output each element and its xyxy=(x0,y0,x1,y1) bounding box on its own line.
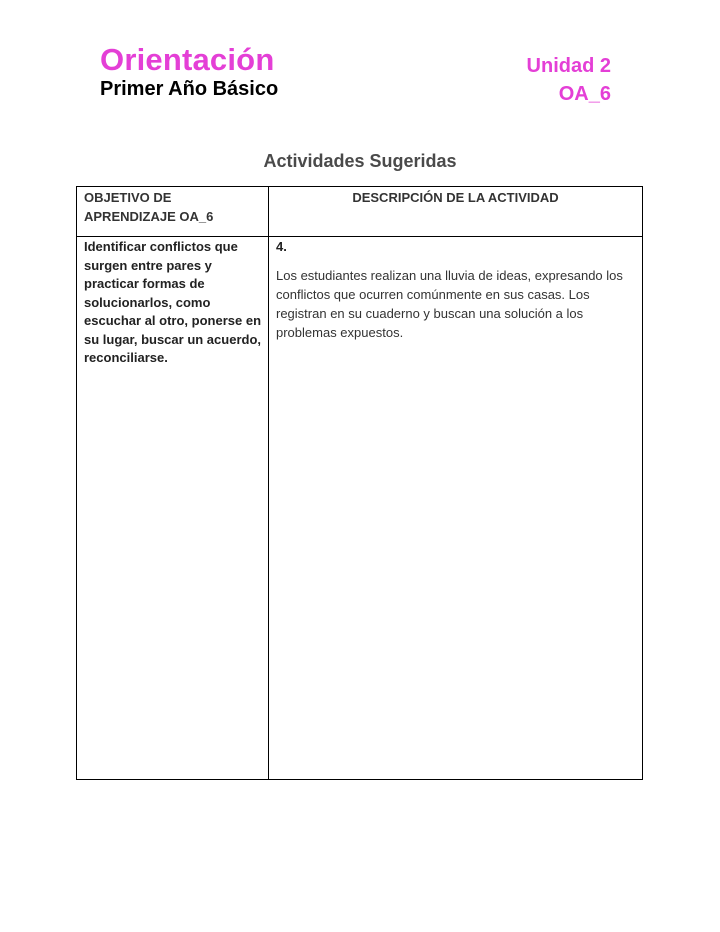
activity-table xyxy=(76,186,643,780)
objective-cell: Identificar conflictos que surgen entre pares y practicar formas de solucionarlos, como escuchar al otro, ponerse en su lugar, buscar un acuerdo, reconciliarse. xyxy=(84,239,262,365)
description-column-header: DESCRIPCIÓN DE LA ACTIVIDAD xyxy=(352,190,559,205)
section-title: Actividades Sugeridas xyxy=(263,151,457,171)
oa-code: OA_6 xyxy=(558,83,611,105)
row-divider xyxy=(77,236,642,237)
column-divider xyxy=(268,187,269,779)
activity-number: 4. xyxy=(276,239,287,254)
document-header xyxy=(100,42,278,102)
grade-title: Primer Año Básico xyxy=(100,78,279,100)
objective-column-header: OBJETIVO DE APRENDIZAJE OA_6 xyxy=(84,190,214,224)
activity-description: Los estudiantes realizan una lluvia de ideas, expresando los conflictos que ocurren comúnmente en sus casas. Los registran en su cuaderno y buscan una solución a los problemas expuestos. xyxy=(276,268,623,340)
subject-title: Orientación xyxy=(100,42,275,77)
unit-label: Unidad 2 xyxy=(526,55,611,77)
unit-info xyxy=(527,53,611,107)
